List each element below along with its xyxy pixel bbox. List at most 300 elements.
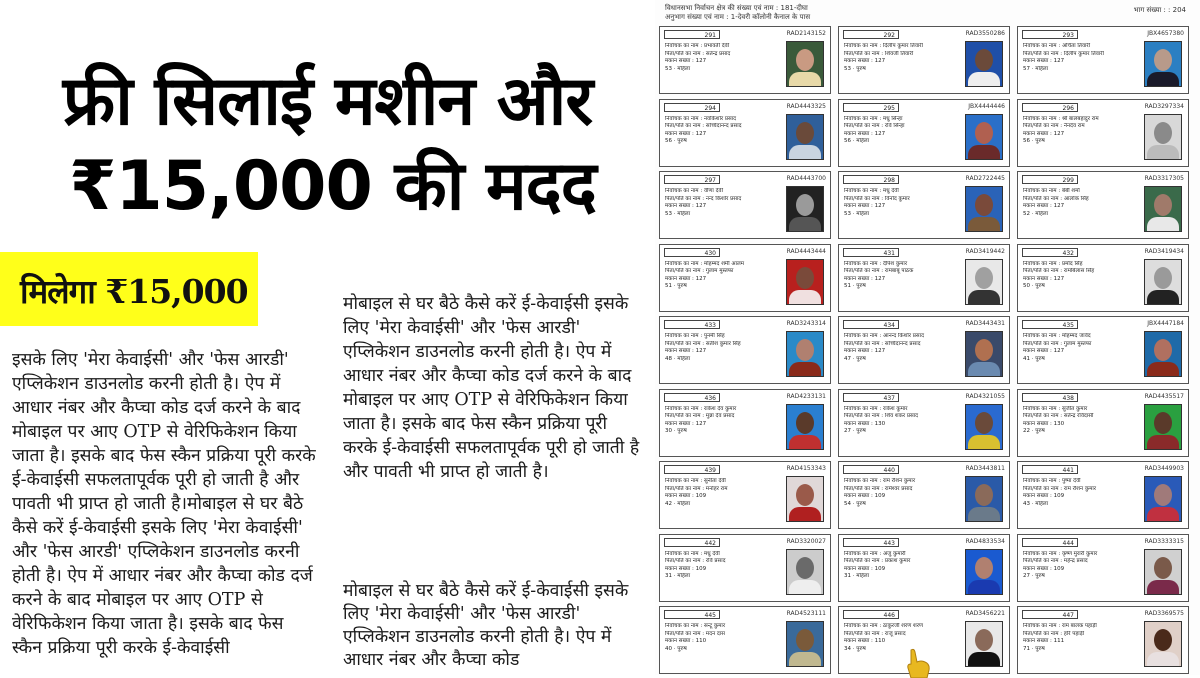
voter-photo xyxy=(965,476,1003,522)
voter-age-gender-row: 71 · पुरुष xyxy=(1023,645,1045,652)
photo-face-shape xyxy=(975,629,993,651)
voter-details xyxy=(1023,551,1133,581)
photo-body-shape xyxy=(789,435,821,450)
photo-face-shape xyxy=(796,629,814,651)
voter-serial-number: 433 xyxy=(664,320,720,329)
voter-relation-name: सतेन्द्र रविदासी xyxy=(1063,413,1094,419)
voter-house-number: 127 xyxy=(695,420,707,427)
voter-gender: पुरुष xyxy=(677,428,687,434)
voter-relation-name: महेन्द्र प्रसाद xyxy=(1063,558,1088,564)
photo-face-shape xyxy=(1154,629,1172,651)
voter-name: मोहम्मद शमी आलम xyxy=(703,260,745,267)
voter-house-number: 130 xyxy=(874,420,886,427)
voter-house-row: मकान संख्या : 127 xyxy=(1023,275,1065,282)
voter-house-number: 127 xyxy=(1053,348,1065,354)
voter-relation-row: पिता/पति का नाम : विनोद कुमार xyxy=(844,195,910,202)
voter-serial-number: 299 xyxy=(1022,175,1078,184)
voter-details xyxy=(665,551,775,581)
voter-house-number: 109 xyxy=(695,493,707,499)
photo-face-shape xyxy=(796,122,814,144)
voter-details xyxy=(844,188,954,218)
voter-house-row: मकान संख्या : 109 xyxy=(1023,565,1065,572)
photo-face-shape xyxy=(975,412,993,434)
voter-gender: महिला xyxy=(677,500,691,507)
voter-photo xyxy=(786,186,824,232)
voter-house-number: 127 xyxy=(695,275,707,282)
voter-age-gender-row: 27 · पुरुष xyxy=(1023,573,1045,579)
voter-epic-id: RAD4435517 xyxy=(1144,392,1184,400)
voter-name: राम बालक पहाड़ी xyxy=(1061,623,1097,629)
voter-age: 43 xyxy=(1023,500,1030,507)
voter-age-gender-row: 52 · महिला xyxy=(1023,210,1049,217)
voter-photo xyxy=(965,404,1003,450)
voter-details xyxy=(1023,261,1133,291)
voter-gender: पुरुष xyxy=(1035,428,1045,434)
voter-details xyxy=(665,261,775,291)
voter-house-number: 127 xyxy=(874,275,886,282)
voter-age: 51 xyxy=(844,283,851,289)
voter-name: पुष्पा देवी xyxy=(1061,478,1081,484)
photo-body-shape xyxy=(789,652,821,667)
voter-epic-id: RAD4153343 xyxy=(786,465,826,472)
voter-serial-number: 431 xyxy=(843,248,899,257)
voter-name-row: निर्वाचक का नाम : नवकिशोर प्रसाद xyxy=(665,115,737,122)
voter-age: 40 xyxy=(665,645,672,652)
voter-gender: पुरुष xyxy=(1035,573,1045,579)
voter-house-row: मकान संख्या : 127 xyxy=(844,275,886,282)
photo-body-shape xyxy=(789,580,821,595)
photo-body-shape xyxy=(789,145,821,160)
voter-relation-name: रवि सिन्हा xyxy=(884,123,905,129)
voter-age: 47 xyxy=(844,355,851,362)
voter-photo xyxy=(1144,476,1182,522)
photo-body-shape xyxy=(1147,507,1179,522)
voter-serial-number: 439 xyxy=(664,465,720,474)
voter-relation-row: पिता/पति का नाम : गुलाम मुस्तफा xyxy=(1023,340,1092,347)
voter-name: वीणा देवी xyxy=(703,188,723,194)
voter-card xyxy=(1017,171,1189,239)
voter-relation-name: आलोक सिंह xyxy=(1063,195,1089,202)
voter-name-row: निर्वाचक का नाम : प्रमोद सिंह xyxy=(1023,260,1083,267)
voter-gender: पुरुष xyxy=(677,645,687,652)
voter-age-gender-row: 31 · महिला xyxy=(665,573,691,579)
voter-name-row: निर्वाचक का नाम : सन्टू कुमार xyxy=(665,623,726,629)
voter-relation-name: नैनदेव राम xyxy=(1063,123,1085,129)
voter-house-row: मकान संख्या : 130 xyxy=(844,420,886,427)
voter-name: ठाकुरजी शरण शरण xyxy=(882,623,923,629)
voter-relation-row: पिता/पति का नाम : नैनदेव राम xyxy=(1023,123,1085,129)
voter-age-gender-row: 53 · पुरुष xyxy=(844,65,866,72)
photo-body-shape xyxy=(968,72,1000,87)
photo-face-shape xyxy=(796,412,814,434)
photo-body-shape xyxy=(968,290,1000,305)
voter-house-number: 127 xyxy=(1053,203,1065,209)
voter-epic-id: RAD3419442 xyxy=(965,247,1005,255)
voter-relation-row: पिता/पति का नाम : रामबिलास सिंह xyxy=(1023,268,1095,274)
photo-body-shape xyxy=(968,507,1000,522)
voter-relation-name: प्रकाश कुमार xyxy=(884,558,911,564)
voter-house-number: 127 xyxy=(874,58,886,64)
voter-name: राकेश कुमार xyxy=(882,405,908,412)
voter-name-row: निर्वाचक का नाम : वीणा देवी xyxy=(665,188,723,194)
voter-serial-number: 432 xyxy=(1022,248,1078,257)
voter-relation-name: रामेश्वर प्रसाद xyxy=(884,485,913,492)
voter-serial-number: 296 xyxy=(1022,103,1078,112)
voter-relation-row: पिता/पति का नाम : प्रकाश कुमार xyxy=(844,558,911,564)
photo-face-shape xyxy=(975,484,993,506)
voter-name-row: निर्वाचक का नाम : प्रभावती देवी xyxy=(665,43,730,49)
voter-house-number: 127 xyxy=(695,203,707,209)
voter-relation-row: पिता/पति का नाम : मुन्ना देव प्रसाद xyxy=(665,413,735,419)
voter-name-row: निर्वाचक का नाम : अर्चिता तिवारी xyxy=(1023,43,1091,49)
headline-line-1: फ्री सिलाई मशीन और xyxy=(62,62,593,141)
voter-gender: महिला xyxy=(1035,500,1049,507)
voter-house-number: 109 xyxy=(1053,493,1065,499)
voter-epic-id: RAD3297334 xyxy=(1144,102,1184,110)
voter-details xyxy=(1023,116,1133,146)
voter-card xyxy=(838,171,1010,239)
voter-relation-row: पिता/पति का नाम : मनोहर राम xyxy=(665,485,728,492)
voter-name-row: निर्वाचक का नाम : मधु देवी xyxy=(665,550,720,557)
voter-house-row: मकान संख्या : 109 xyxy=(844,565,886,572)
voter-relation-name: गुलाम मुस्तफा xyxy=(1063,340,1092,347)
voter-photo xyxy=(786,41,824,87)
voter-relation-name: हरि पहाड़ी xyxy=(1063,630,1085,637)
voter-serial-number: 442 xyxy=(664,538,720,547)
voter-house-number: 109 xyxy=(695,565,707,572)
voter-name-row: निर्वाचक का नाम : श्री बालबहादुर राम xyxy=(1023,115,1099,122)
voter-name-row: निर्वाचक का नाम : बेबी शर्मा xyxy=(1023,188,1080,194)
photo-face-shape xyxy=(975,194,993,216)
voter-photo xyxy=(965,259,1003,305)
voter-name: मधु देवी xyxy=(703,550,720,557)
voter-card xyxy=(1017,606,1189,674)
voter-card xyxy=(659,606,831,674)
voter-age: 42 xyxy=(665,500,672,507)
voter-serial-number: 292 xyxy=(843,30,899,39)
voter-details xyxy=(665,188,775,218)
voter-house-row: मकान संख्या : 127 xyxy=(844,58,886,64)
voter-serial-number: 447 xyxy=(1022,610,1078,619)
voter-age-gender-row: 48 · महिला xyxy=(665,355,691,362)
highlight-banner xyxy=(0,252,258,326)
voter-house-number: 109 xyxy=(874,565,886,572)
voter-photo xyxy=(1144,549,1182,595)
voter-age-gender-row: 22 · पुरुष xyxy=(1023,428,1045,434)
voter-age: 51 xyxy=(665,283,672,289)
photo-face-shape xyxy=(796,49,814,71)
voter-serial-number: 297 xyxy=(664,175,720,184)
voter-relation-row: पिता/पति का नाम : सच्चिदानन्द प्रसाद xyxy=(665,123,742,129)
highlight-label: मिलेगा ₹15,000 xyxy=(20,272,248,311)
voter-epic-id: RAD3419434 xyxy=(1144,247,1184,255)
voter-card xyxy=(838,389,1010,457)
voter-relation-name: सतेन्द्र प्रसाद xyxy=(705,50,731,57)
voter-gender: पुरुष xyxy=(677,283,687,289)
voter-house-row: मकान संख्या : 127 xyxy=(844,348,886,354)
voter-relation-row: पिता/पति का नाम : राजू प्रसाद xyxy=(844,630,906,637)
voter-relation-name: रामबिलास सिंह xyxy=(1063,268,1095,274)
photo-face-shape xyxy=(1154,194,1172,216)
voter-photo xyxy=(786,621,824,667)
voter-gender: पुरुष xyxy=(856,283,866,289)
voter-name: प्रमोद सिंह xyxy=(1061,260,1083,267)
voter-epic-id: RAD4233131 xyxy=(786,392,826,400)
voter-card xyxy=(659,171,831,239)
voter-details xyxy=(665,333,775,363)
article-column-2-text: मोबाइल से घर बैठे कैसे करें ई-केवाईसी इसके लिए 'मेरा केवाईसी' और 'फेस आरडी' एप्लिकेशन डाउनलोड करनी होती है। ऐप में आधार नंबर और कैप्चा कोड दर्ज करने के बाद मोबाइल पर आए OTP से वेरिफिकेशन किया जाता है। इसके बाद फेस स्कैन प्रक्रिया पूरी करके ई-केवाईसी सफलतापूर्वक पूरी हो जाती है और पावती भी प्राप्त हो जाती है। xyxy=(343,294,640,482)
voter-relation-name: नन्द किशोर प्रसाद xyxy=(705,195,742,202)
photo-body-shape xyxy=(1147,217,1179,232)
voter-relation-row: पिता/पति का नाम : रामेश्वर प्रसाद xyxy=(844,485,913,492)
photo-face-shape xyxy=(1154,339,1172,361)
voter-relation-row: पिता/पति का नाम : शिव शंकर प्रसाद xyxy=(844,413,919,419)
voter-relation-row: पिता/पति का नाम : महेन्द्र प्रसाद xyxy=(1023,558,1088,564)
voter-details xyxy=(844,551,954,581)
voter-name-row: निर्वाचक का नाम : कृष्ण मुरारी कुमार xyxy=(1023,550,1098,557)
voter-details xyxy=(1023,478,1133,508)
voter-name-row: निर्वाचक का नाम : पुष्पा देवी xyxy=(1023,478,1081,484)
voter-epic-id: RAD2722445 xyxy=(965,175,1005,182)
voter-card xyxy=(1017,99,1189,167)
voter-name: दीपेश कुमार xyxy=(882,260,908,267)
voter-details xyxy=(844,478,954,508)
voter-details xyxy=(1023,623,1133,653)
photo-body-shape xyxy=(789,217,821,232)
voter-house-row: मकान संख्या : 127 xyxy=(665,58,707,64)
voter-relation-name: मदन दास xyxy=(705,630,725,637)
photo-body-shape xyxy=(789,290,821,305)
photo-face-shape xyxy=(796,267,814,289)
photo-body-shape xyxy=(1147,580,1179,595)
voter-epic-id: RAD3443431 xyxy=(965,320,1005,327)
voter-card xyxy=(659,244,831,312)
photo-face-shape xyxy=(1154,484,1172,506)
voter-gender: महिला xyxy=(677,210,691,217)
voter-card xyxy=(1017,244,1189,312)
voter-photo xyxy=(1144,186,1182,232)
voter-name-row: निर्वाचक का नाम : राम बालक पहाड़ी xyxy=(1023,623,1097,629)
photo-body-shape xyxy=(789,507,821,522)
voter-age-gender-row: 53 · महिला xyxy=(665,65,691,72)
voter-house-row: मकान संख्या : 109 xyxy=(665,493,707,499)
voter-house-row: मकान संख्या : 127 xyxy=(665,348,707,354)
voter-relation-name: दिलीप कुमार तिवारी xyxy=(1063,50,1104,57)
voter-relation-name: रवि प्रसाद xyxy=(705,558,726,564)
voter-age-gender-row: 43 · महिला xyxy=(1023,500,1049,507)
voter-age: 56 xyxy=(1023,138,1030,144)
voter-age-gender-row: 34 · पुरुष xyxy=(844,645,866,652)
voter-house-number: 110 xyxy=(874,638,886,644)
voter-details xyxy=(1023,188,1133,218)
photo-face-shape xyxy=(796,339,814,361)
article-column-1 xyxy=(12,348,317,660)
voter-serial-number: 435 xyxy=(1022,320,1078,329)
voter-age: 57 xyxy=(1023,65,1030,72)
voter-age: 56 xyxy=(844,138,851,144)
article-column-1-text: इसके लिए 'मेरा केवाईसी' और 'फेस आरडी' एप्लिकेशन डाउनलोड करनी होती है। ऐप में आधार नंबर और कैप्चा कोड दर्ज करने के बाद मोबाइल पर आए OTP से वेरिफिकेशन किया जाता है। इसके बाद फेस स्कैन प्रक्रिया पूरी करके ई-केवाईसी सफलतापूर्वक पूरी हो जाती है और पावती भी प्राप्त हो जाती है।मोबाइल से घर बैठे कैसे करें ई-केवाईसी इसके लिए 'मेरा केवाईसी' और 'फेस आरडी' एप्लिकेशन डाउनलोड करनी होती है। ऐप में आधार नंबर और कैप्चा कोड दर्ज करने के बाद मोबाइल पर आए OTP से वेरिफिकेशन किया जाता है। इसके बाद फेस स्कैन प्रक्रिया पूरी करके ई-केवाईसी xyxy=(12,350,316,658)
article-column-3 xyxy=(343,580,643,672)
voter-gender: पुरुष xyxy=(856,500,866,507)
voter-gender: पुरुष xyxy=(856,65,866,72)
voter-photo xyxy=(965,549,1003,595)
voter-serial-number: 298 xyxy=(843,175,899,184)
voter-epic-id: RAD3320027 xyxy=(786,537,826,545)
voter-epic-id: RAD4523111 xyxy=(786,610,826,617)
voter-name-row: निर्वाचक का नाम : मधु देवी xyxy=(844,188,899,194)
voter-serial-number: 436 xyxy=(664,393,720,402)
voter-house-number: 127 xyxy=(874,130,886,137)
voter-card xyxy=(659,99,831,167)
voter-card xyxy=(1017,461,1189,529)
voter-age-gender-row: 53 · महिला xyxy=(665,210,691,217)
voter-photo xyxy=(1144,404,1182,450)
photo-body-shape xyxy=(1147,362,1179,377)
voter-house-row: मकान संख्या : 109 xyxy=(665,565,707,572)
voter-serial-number: 445 xyxy=(664,610,720,619)
photo-face-shape xyxy=(1154,122,1172,144)
voter-card xyxy=(659,534,831,602)
voter-epic-id: JBX4444446 xyxy=(968,102,1005,110)
voter-house-row: मकान संख्या : 110 xyxy=(844,638,886,644)
voter-name-row: निर्वाचक का नाम : सुनीता देवी xyxy=(665,478,726,484)
voter-house-row: मकान संख्या : 127 xyxy=(1023,58,1065,64)
photo-face-shape xyxy=(1154,557,1172,579)
voter-card xyxy=(659,461,831,529)
voter-card xyxy=(659,26,831,94)
voter-age: 27 xyxy=(844,428,851,434)
voter-age-gender-row: 31 · महिला xyxy=(844,573,870,579)
voter-card xyxy=(1017,389,1189,457)
photo-face-shape xyxy=(975,339,993,361)
voter-house-row: मकान संख्या : 127 xyxy=(844,130,886,137)
voter-house-number: 109 xyxy=(1053,565,1065,572)
voter-details xyxy=(665,623,775,653)
voter-details xyxy=(844,261,954,291)
photo-body-shape xyxy=(968,217,1000,232)
voter-name: अंजु कुमारी xyxy=(882,550,906,557)
voter-relation-row: पिता/पति का नाम : रवि सिन्हा xyxy=(844,123,905,129)
voter-house-row: मकान संख्या : 127 xyxy=(665,420,707,427)
voter-photo xyxy=(1144,114,1182,160)
voter-gender: पुरुष xyxy=(1035,138,1045,144)
voter-relation-row: पिता/पति का नाम : दिलीप कुमार तिवारी xyxy=(1023,50,1104,57)
voter-gender: महिला xyxy=(1035,65,1049,72)
voter-photo xyxy=(786,114,824,160)
voter-serial-number: 446 xyxy=(843,610,899,619)
voter-epic-id: RAD3550286 xyxy=(965,30,1005,37)
voter-details xyxy=(1023,406,1133,436)
photo-body-shape xyxy=(1147,652,1179,667)
voter-relation-row: पिता/पति का नाम : राम रौशन कुमार xyxy=(1023,485,1097,492)
voter-age: 50 xyxy=(1023,283,1030,289)
voter-age-gender-row: 56 · महिला xyxy=(844,138,870,144)
photo-body-shape xyxy=(1147,72,1179,87)
photo-body-shape xyxy=(1147,290,1179,305)
voter-list-header xyxy=(665,4,810,22)
photo-face-shape xyxy=(796,557,814,579)
voter-age-gender-row: 40 · पुरुष xyxy=(665,645,687,652)
voter-name-row: निर्वाचक का नाम : आनन्द किशोर प्रसाद xyxy=(844,333,924,339)
voter-age-gender-row: 42 · महिला xyxy=(665,500,691,507)
voter-name-row: निर्वाचक का नाम : मोहम्मद शमी आलम xyxy=(665,260,745,267)
voter-age: 53 xyxy=(665,65,672,72)
voter-age-gender-row: 56 · पुरुष xyxy=(1023,138,1045,144)
voter-card xyxy=(1017,316,1189,384)
voter-relation-row: पिता/पति का नाम : रामबाबू पाठक xyxy=(844,268,914,274)
voter-relation-row: पिता/पति का नाम : शिवजी तिवारी xyxy=(844,50,914,57)
voter-photo xyxy=(1144,41,1182,87)
voter-name: अर्चिता तिवारी xyxy=(1061,43,1091,49)
voter-serial-number: 441 xyxy=(1022,465,1078,474)
voter-gender: पुरुष xyxy=(856,645,866,652)
voter-gender: पुरुष xyxy=(677,138,687,144)
voter-name: सुनीता देवी xyxy=(703,478,726,484)
voter-age-gender-row: 51 · पुरुष xyxy=(665,283,687,289)
voter-relation-name: मनोहर राम xyxy=(705,485,728,492)
voter-photo xyxy=(965,186,1003,232)
voter-details xyxy=(665,478,775,508)
voter-photo xyxy=(1144,621,1182,667)
voter-age: 22 xyxy=(1023,428,1030,434)
photo-body-shape xyxy=(968,652,1000,667)
voter-age: 56 xyxy=(665,138,672,144)
voter-relation-name: सच्चिदानन्द प्रसाद xyxy=(884,340,921,347)
voter-house-row: मकान संख्या : 110 xyxy=(665,638,707,644)
voter-relation-row: पिता/पति का नाम : सच्चिदानन्द प्रसाद xyxy=(844,340,921,347)
voter-house-row: मकान संख्या : 127 xyxy=(844,203,886,209)
photo-face-shape xyxy=(975,557,993,579)
voter-name-row: निर्वाचक का नाम : मधु सिन्हा xyxy=(844,115,903,122)
voter-age-gender-row: 27 · पुरुष xyxy=(844,428,866,434)
voter-gender: महिला xyxy=(677,65,691,72)
photo-body-shape xyxy=(968,435,1000,450)
photo-face-shape xyxy=(1154,49,1172,71)
voter-house-row: मकान संख्या : 127 xyxy=(665,275,707,282)
article-column-2 xyxy=(343,292,643,484)
voter-serial-number: 291 xyxy=(664,30,720,39)
voter-age: 48 xyxy=(665,355,672,362)
voter-relation-row: पिता/पति का नाम : मदन दास xyxy=(665,630,725,637)
voter-house-number: 111 xyxy=(1053,638,1065,644)
voter-age: 53 xyxy=(665,210,672,217)
voter-serial-number: 443 xyxy=(843,538,899,547)
voter-epic-id: RAD3443811 xyxy=(965,465,1005,472)
voter-gender: पुरुष xyxy=(1035,355,1045,362)
voter-epic-id: RAD4443700 xyxy=(786,175,826,182)
photo-face-shape xyxy=(796,194,814,216)
voter-epic-id: RAD4833534 xyxy=(965,537,1005,545)
voter-age: 41 xyxy=(1023,355,1030,362)
voter-epic-id: RAD4443444 xyxy=(786,247,826,255)
voter-age-gender-row: 50 · पुरुष xyxy=(1023,283,1045,289)
voter-house-number: 127 xyxy=(695,58,707,64)
voter-name-row: निर्वाचक का नाम : दिलीप कुमार तिवारी xyxy=(844,43,923,49)
photo-body-shape xyxy=(1147,145,1179,160)
photo-face-shape xyxy=(1154,267,1172,289)
voter-epic-id: JBX4657380 xyxy=(1147,30,1184,37)
voter-name-row: निर्वाचक का नाम : दीपेश कुमार xyxy=(844,260,908,267)
voter-age-gender-row: 51 · पुरुष xyxy=(844,283,866,289)
voter-house-number: 127 xyxy=(1053,58,1065,64)
voter-age: 71 xyxy=(1023,645,1030,652)
voter-gender: महिला xyxy=(856,138,870,144)
voter-photo xyxy=(786,404,824,450)
voter-epic-id: RAD3243314 xyxy=(786,320,826,327)
voter-card xyxy=(838,316,1010,384)
voter-details xyxy=(844,406,954,436)
voter-relation-row: पिता/पति का नाम : नन्द किशोर प्रसाद xyxy=(665,195,742,202)
